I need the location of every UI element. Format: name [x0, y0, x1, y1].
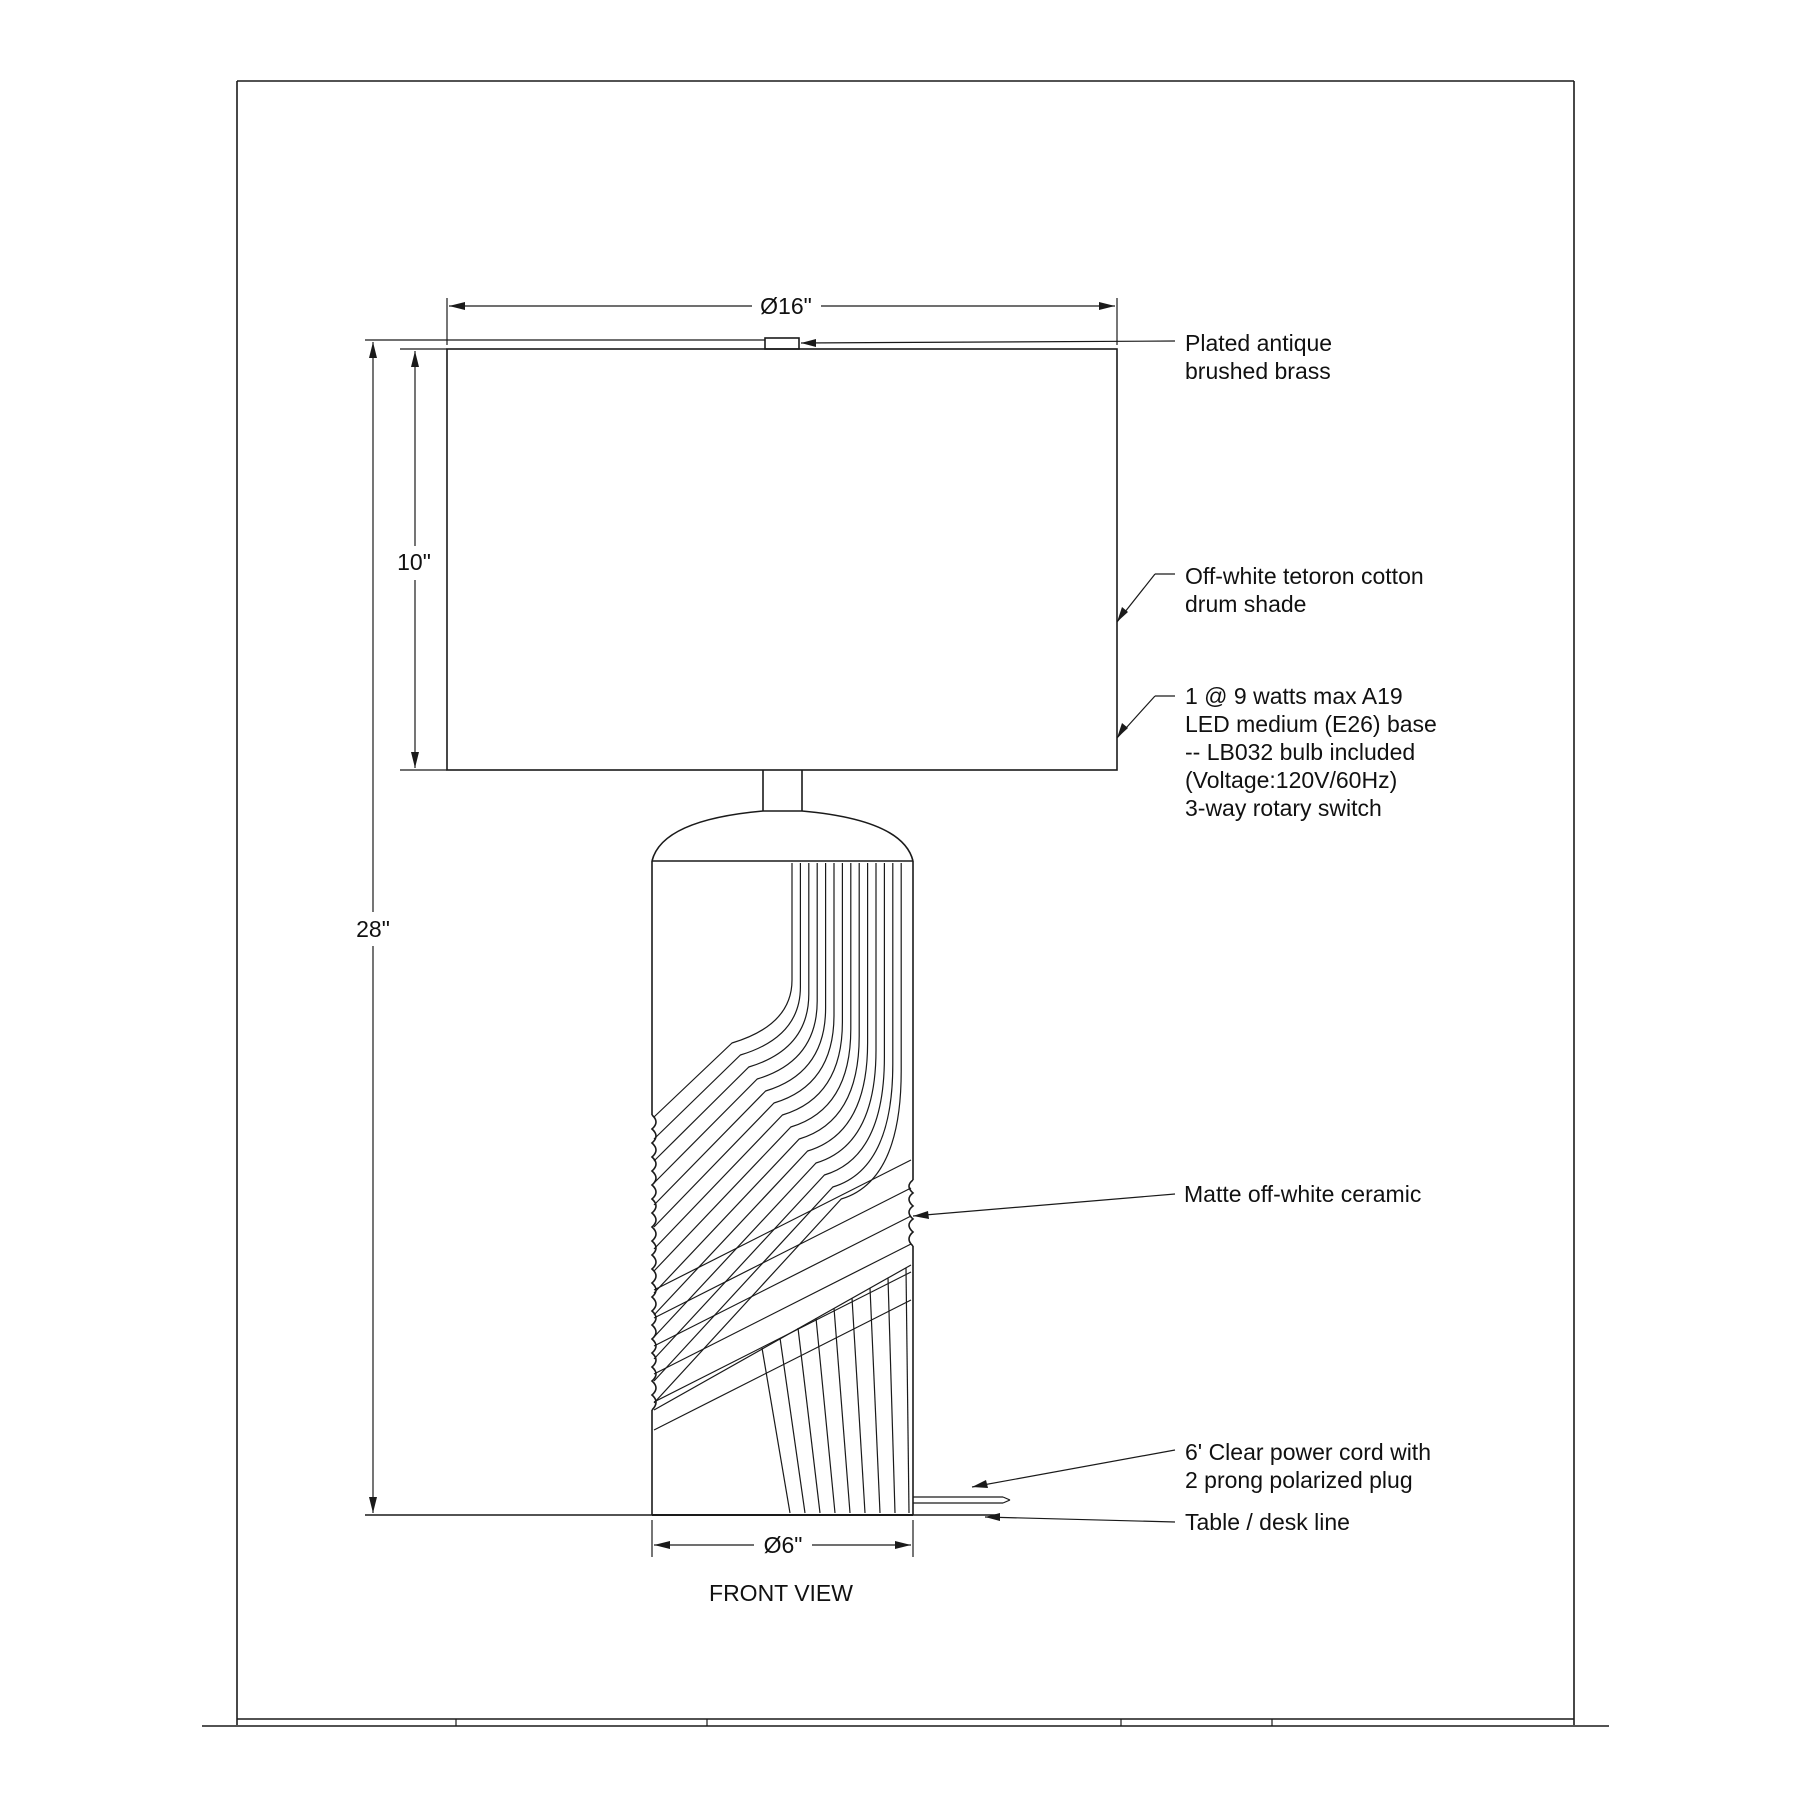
- callout-bulb-line2: LED medium (E26) base: [1185, 711, 1437, 737]
- swirl-groove: [654, 863, 893, 1381]
- power-cord: [913, 1497, 1010, 1503]
- swirl-groove: [852, 1298, 865, 1513]
- dimension-shade-height: [395, 351, 435, 768]
- callout-body-line1: Matte off-white ceramic: [1184, 1181, 1422, 1207]
- swirl-groove: [654, 863, 817, 1183]
- swirl-groove: [654, 863, 868, 1315]
- shade-height-value: 10": [397, 549, 431, 575]
- swirl-groove: [654, 1160, 911, 1290]
- callout-cord-line2: 2 prong polarized plug: [1185, 1467, 1413, 1493]
- swirl-groove: [834, 1308, 850, 1513]
- dimension-base-diameter: [654, 1532, 911, 1558]
- dimension-shade-diameter: [449, 293, 1115, 319]
- swirl-groove: [816, 1318, 835, 1513]
- swirl-groove: [888, 1278, 895, 1513]
- swirl-groove: [654, 863, 792, 1117]
- swirl-grooves: [654, 863, 911, 1513]
- swirl-groove: [780, 1338, 805, 1513]
- shade-diameter-value: Ø16": [760, 293, 812, 319]
- callout-shade-line2: drum shade: [1185, 591, 1307, 617]
- callout-cord-line1: 6' Clear power cord with: [1185, 1439, 1431, 1465]
- drum-shade: [447, 349, 1117, 770]
- swirl-groove: [654, 1300, 911, 1430]
- swirl-groove: [654, 863, 884, 1359]
- base-diameter-value: Ø6": [763, 1532, 803, 1558]
- view-label: FRONT VIEW: [709, 1580, 853, 1606]
- finial: [765, 338, 799, 349]
- callout-shade-line1: Off-white tetoron cotton: [1185, 563, 1424, 589]
- swirl-groove: [654, 863, 859, 1293]
- leader-lines: [801, 339, 1175, 1522]
- extension-lines: [365, 298, 1117, 1557]
- swirl-groove: [870, 1288, 880, 1513]
- swirl-groove: [654, 863, 800, 1139]
- callout-bulb-line5: 3-way rotary switch: [1185, 795, 1382, 821]
- swirl-groove: [906, 1268, 909, 1513]
- overall-height-value: 28": [356, 916, 390, 942]
- dimension-overall-height: [350, 342, 396, 1513]
- lamp-neck: [763, 770, 802, 811]
- callout-bulb-line4: (Voltage:120V/60Hz): [1185, 767, 1398, 793]
- callout-bulb-line1: 1 @ 9 watts max A19: [1185, 683, 1403, 709]
- swirl-groove: [654, 1188, 911, 1318]
- swirl-groove: [762, 1348, 790, 1513]
- callout-finial-line2: brushed brass: [1185, 358, 1331, 384]
- callout-finial-line1: Plated antique: [1185, 330, 1333, 356]
- swirl-groove: [654, 863, 901, 1403]
- ceramic-body: [652, 811, 913, 1515]
- callout-table-line1: Table / desk line: [1185, 1509, 1350, 1535]
- swirl-groove: [654, 1216, 911, 1346]
- callout-bulb-line3: -- LB032 bulb included: [1185, 739, 1416, 765]
